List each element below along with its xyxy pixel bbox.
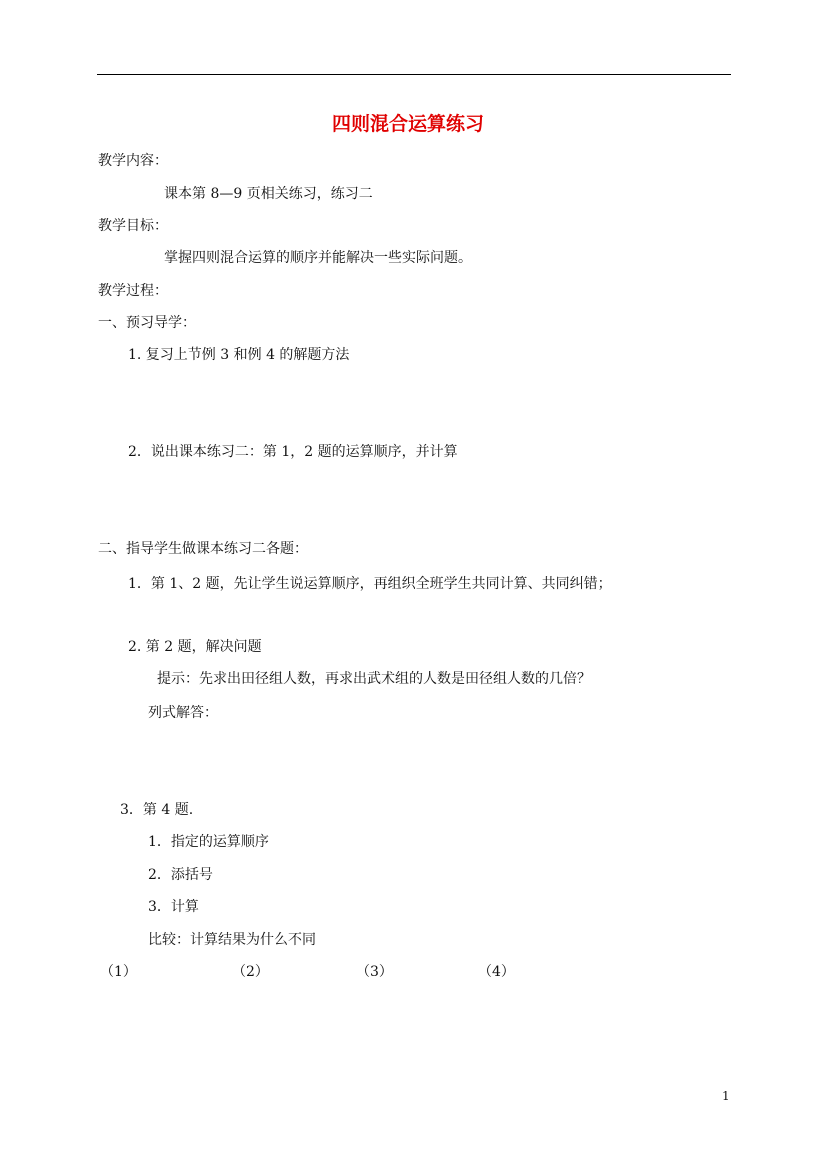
part-two-item-1: 1．第 1、2 题，先让学生说运算顺序，再组织全班学生共同计算、共同纠错； — [128, 576, 612, 592]
section-heading-content: 教学内容： — [98, 153, 168, 169]
label-4: （4） — [478, 964, 515, 980]
section-heading-process: 教学过程： — [98, 283, 168, 299]
part-one-heading: 一、预习导学： — [98, 315, 196, 331]
subitem-1: 1．指定的运算顺序 — [148, 834, 269, 850]
header-rule — [97, 74, 731, 75]
solution-label: 列式解答： — [148, 705, 218, 721]
goals-text: 掌握四则混合运算的顺序并能解决一些实际问题。 — [164, 250, 472, 266]
part-one-item-1: 1. 复习上节例 3 和例 4 的解题方法 — [128, 347, 350, 363]
content-text: 课本第 8—9 页相关练习，练习二 — [164, 186, 373, 202]
label-3: （3） — [356, 964, 393, 980]
section-heading-goals: 教学目标： — [98, 218, 168, 234]
part-one-item-2: 2．说出课本练习二：第 1，2 题的运算顺序，并计算 — [128, 444, 458, 460]
compare-text: 比较：计算结果为什么不同 — [148, 932, 316, 948]
hint-text: 提示：先求出田径组人数，再求出武术组的人数是田径组人数的几倍？ — [157, 671, 591, 687]
part-two-heading: 二、指导学生做课本练习二各题： — [98, 541, 308, 557]
subitem-2: 2．添括号 — [148, 867, 213, 883]
part-two-item-2: 2. 第 2 题，解决问题 — [128, 639, 262, 655]
label-2: （2） — [232, 964, 269, 980]
document-title: 四则混合运算练习 — [332, 113, 485, 135]
page-number: 1 — [722, 1089, 730, 1103]
label-1: （1） — [100, 964, 137, 980]
part-two-item-3: 3．第 4 题. — [120, 802, 194, 818]
subitem-3: 3．计算 — [148, 899, 199, 915]
